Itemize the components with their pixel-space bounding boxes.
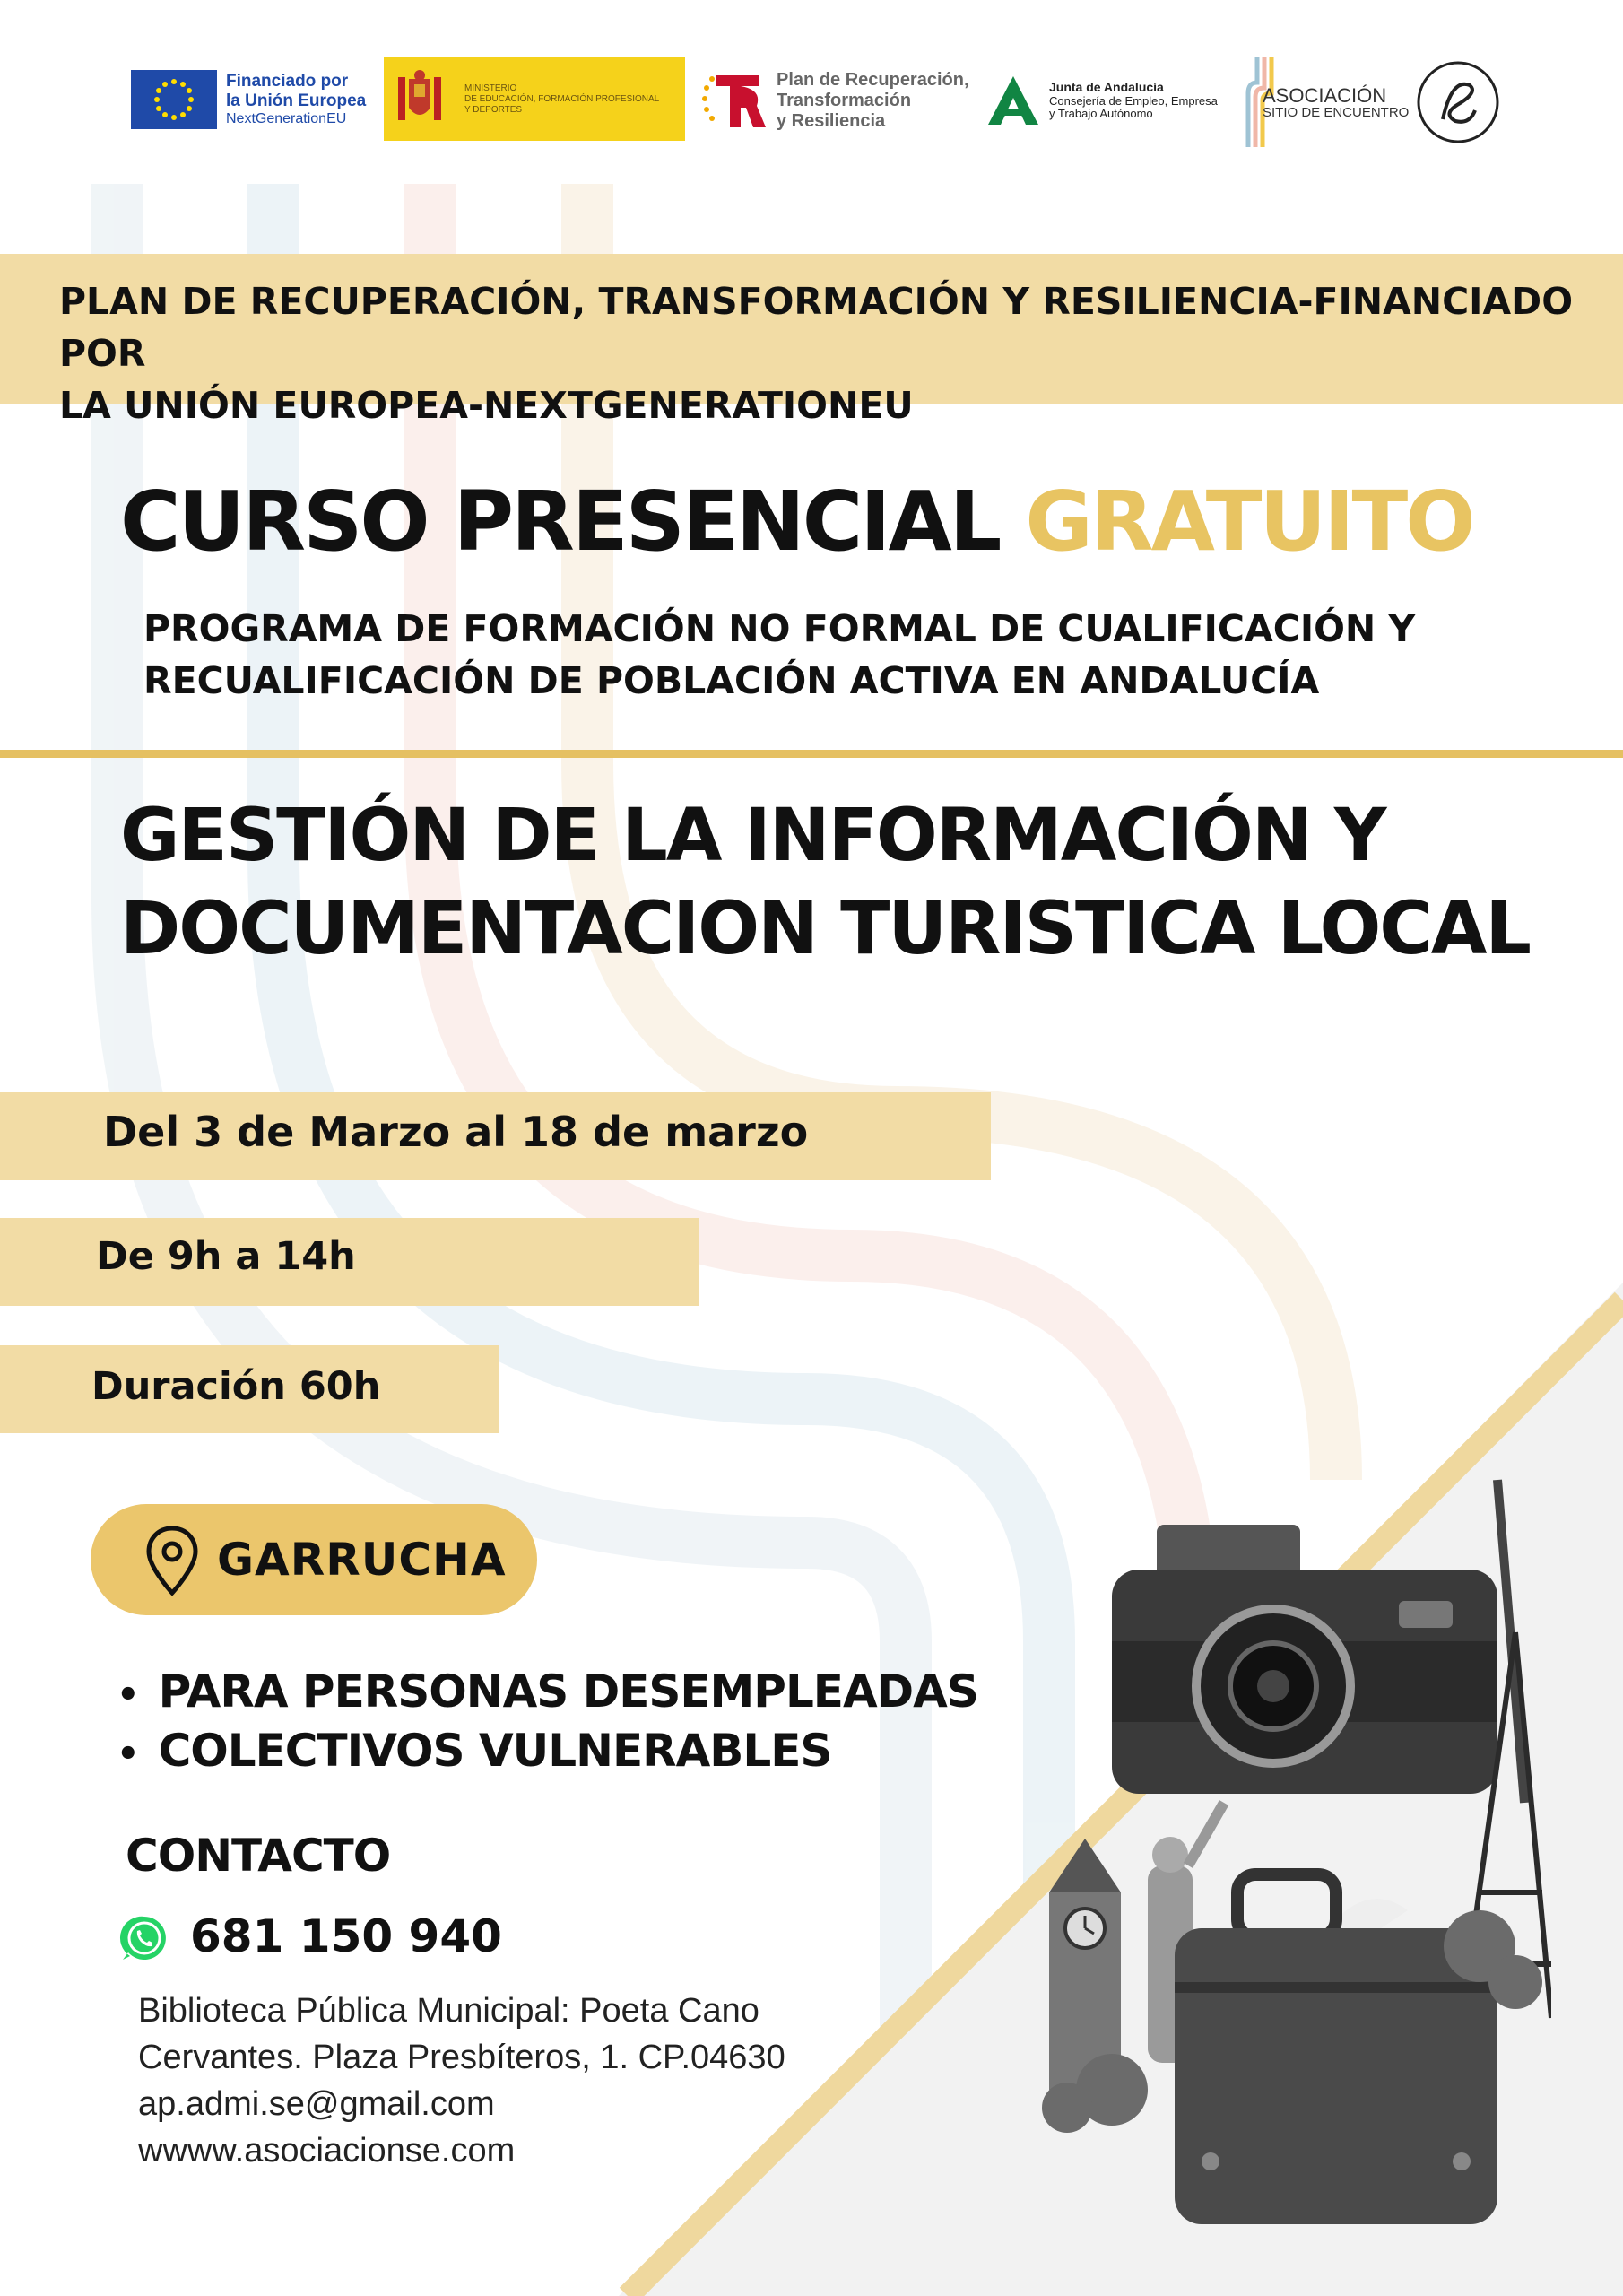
list-item: • COLECTIVOS VULNERABLES — [117, 1723, 978, 1782]
course-name-line1: GESTIÓN DE LA INFORMACIÓN Y — [120, 794, 1385, 878]
eu-funding-logo — [131, 68, 382, 131]
prtr-mark-icon — [699, 68, 768, 133]
junta-a-icon — [986, 74, 1040, 126]
eu-logo-line2: la Unión Europea — [226, 91, 367, 110]
clock-tower-icon — [1049, 1839, 1121, 2090]
list-item: • PARA PERSONAS DESEMPLEADAS — [117, 1664, 978, 1723]
phone-number[interactable]: 681 150 940 — [190, 1910, 502, 1962]
prtr-line1: Plan de Recuperación, — [777, 69, 969, 90]
eu-flag-icon — [131, 70, 217, 129]
junta-andalucia-logo — [986, 72, 1228, 129]
asociacion-line2: SITIO DE ENCUENTRO — [1263, 104, 1410, 120]
contact-title: CONTACTO — [126, 1830, 391, 1882]
eu-logo-line3: NextGenerationEU — [226, 110, 347, 126]
program-description — [143, 603, 1578, 707]
audience-list — [117, 1664, 978, 1782]
whatsapp-icon — [119, 1913, 169, 1963]
ministerio-line1: MINISTERIO — [464, 83, 517, 93]
suitcase-icon — [1175, 1874, 1497, 2224]
eu-logo-text — [226, 72, 366, 127]
course-duration: Duración 60h — [91, 1364, 381, 1409]
gold-divider — [0, 750, 1623, 758]
signature-monogram-icon — [1416, 60, 1500, 144]
eu-logo-line1: Financiado por — [226, 71, 349, 91]
program-line1: PROGRAMA DE FORMACIÓN NO FORMAL DE CUALIFICACIÓN Y — [143, 607, 1416, 650]
junta-line1: Junta de Andalucía — [1049, 79, 1164, 94]
ministerio-line2: DE EDUCACIÓN, FORMACIÓN PROFESIONAL — [464, 93, 660, 104]
plan-banner-line2: LA UNIÓN EUROPEA-NEXTGENERATIONEU — [59, 384, 914, 427]
course-title — [120, 474, 1472, 570]
course-title-free: GRATUITO — [1025, 474, 1473, 570]
prtr-logo — [699, 65, 986, 136]
course-dates: Del 3 de Marzo al 18 de marzo — [103, 1108, 809, 1156]
ministerio-line3: Y DEPORTES — [464, 104, 523, 115]
course-name-line2: DOCUMENTACION TURISTICA LOCAL — [120, 887, 1531, 971]
program-line2: RECUALIFICACIÓN DE POBLACIÓN ACTIVA EN ANDALUCÍA — [143, 659, 1320, 702]
asociacion-logo — [1243, 56, 1503, 149]
location-pin-icon — [143, 1525, 201, 1596]
plan-banner-text — [59, 275, 1584, 431]
asociacion-line1: ASOCIACIÓN — [1263, 83, 1387, 107]
ministerio-logo — [384, 57, 685, 141]
website-link[interactable]: wwww.asociacionse.com — [138, 2132, 516, 2170]
email-link[interactable]: ap.admi.se@gmail.com — [138, 2085, 495, 2123]
address-line1: Biblioteca Pública Municipal: Poeta Cano — [138, 1992, 759, 2030]
course-name-heading — [120, 789, 1600, 976]
coat-of-arms-icon — [395, 68, 445, 131]
prtr-line2: Transformación — [777, 90, 912, 110]
plan-banner-line1: PLAN DE RECUPERACIÓN, TRANSFORMACIÓN Y RESILIENCIA-FINANCIADO POR — [59, 280, 1574, 375]
junta-line3: y Trabajo Autónomo — [1049, 107, 1153, 121]
location-name: GARRUCHA — [217, 1534, 507, 1586]
address-line2: Cervantes. Plaza Presbíteros, 1. CP.04630 — [138, 2039, 785, 2076]
junta-line2: Consejería de Empleo, Empresa — [1049, 93, 1218, 108]
address-block — [138, 1987, 873, 2174]
course-hours: De 9h a 14h — [96, 1234, 356, 1279]
travel-collage-image — [1013, 1444, 1551, 2233]
course-title-main: CURSO PRESENCIAL — [120, 474, 1000, 570]
prtr-line3: y Resiliencia — [777, 110, 886, 131]
camera-icon — [1112, 1480, 1524, 1803]
